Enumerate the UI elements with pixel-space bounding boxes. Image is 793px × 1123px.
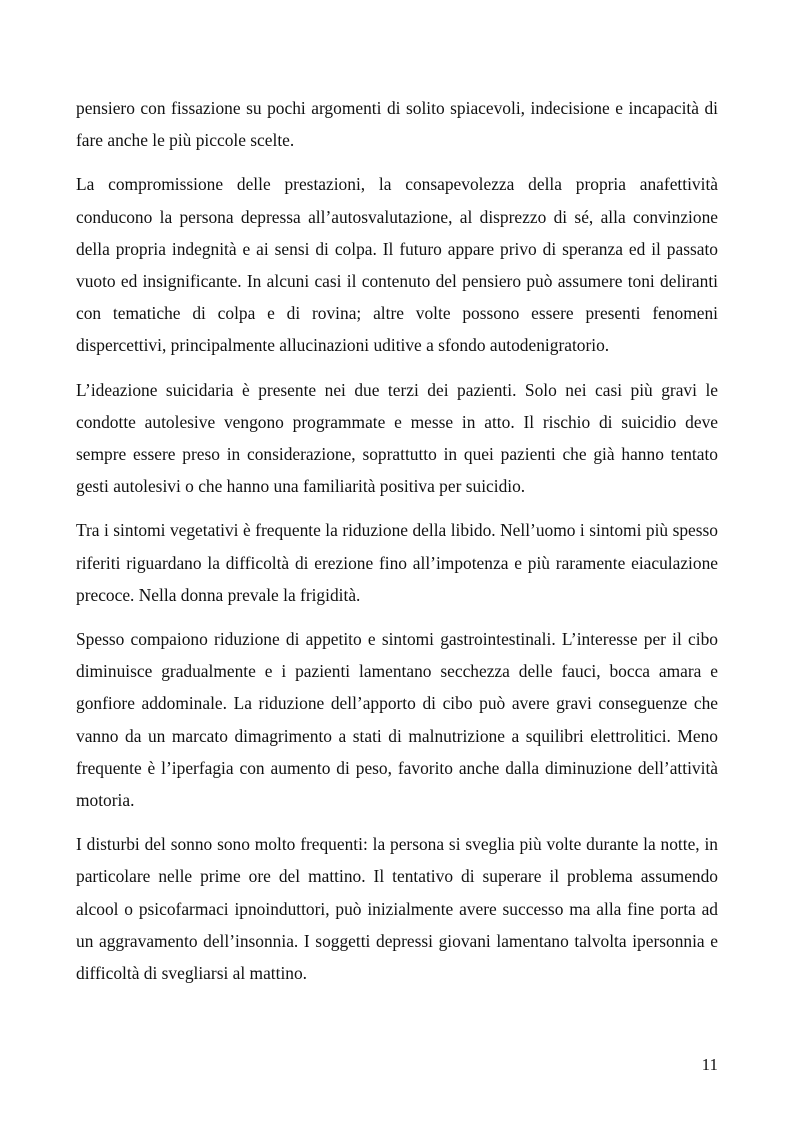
paragraph-vegetative-symptoms: Tra i sintomi vegetativi è frequente la riduzione della libido. Nell’uomo i sintomi più spesso riferiti riguardano la difficoltà di erezione fino all’impotenza e più raramente eiaculazione precoce. Nella donna prevale la frigidità. bbox=[76, 520, 718, 605]
paragraph-continuation: pensiero con fissazione su pochi argomenti di solito spiacevoli, indecisione e incapacità di fare anche le più piccole scelte. bbox=[76, 98, 718, 151]
paragraph-self-devaluation: La compromissione delle prestazioni, la consapevolezza della propria anafettività conducono la persona depressa all’autosvalutazione, al disprezzo di sé, alla convinzione della propria indegnità e ai sensi di colpa. Il futuro appare privo di speranza ed il passato vuoto ed insignificante. In alcuni casi il contenuto del pensiero può assumere toni deliranti con tematiche di colpa e di rovina; altre volte possono essere presenti fenomeni dispercettivi, principalmente allucinazioni uditive a sfondo autodenigratorio. bbox=[76, 174, 718, 356]
paragraph-appetite: Spesso compaiono riduzione di appetito e sintomi gastrointestinali. L’interesse per il cibo diminuisce gradualmente e i pazienti lamentano secchezza delle fauci, bocca amara e gonfiore addominale. La riduzione dell’apporto di cibo può avere gravi conseguenze che vanno da un marcato dimagrimento a stati di malnutrizione a squilibri elettrolitici. Meno frequente è l’iperfagia con aumento di peso, favorito anche dalla diminuzione dell’attività motoria. bbox=[76, 629, 718, 811]
paragraph-sleep-disorders: I disturbi del sonno sono molto frequenti: la persona si sveglia più volte durante la notte, in particolare nelle prime ore del mattino. Il tentativo di superare il problema assumendo alcool o psicofarmaci ipnoinduttori, può inizialmente avere successo ma alla fine porta ad un aggravamento dell’insonnia. I soggetti depressi giovani lamentano talvolta ipersonnia e difficoltà di svegliarsi al mattino. bbox=[76, 834, 718, 984]
paragraph-suicidal-ideation: L’ideazione suicidaria è presente nei due terzi dei pazienti. Solo nei casi più gravi le condotte autolesive vengono programmate e messe in atto. Il rischio di suicidio deve sempre essere preso in considerazione, soprattutto in quei pazienti che già hanno tentato gesti autolesivi o che hanno una familiarità positiva per suicidio. bbox=[76, 379, 718, 497]
body-text bbox=[76, 92, 718, 1001]
page-number: 11 bbox=[701, 1055, 718, 1074]
